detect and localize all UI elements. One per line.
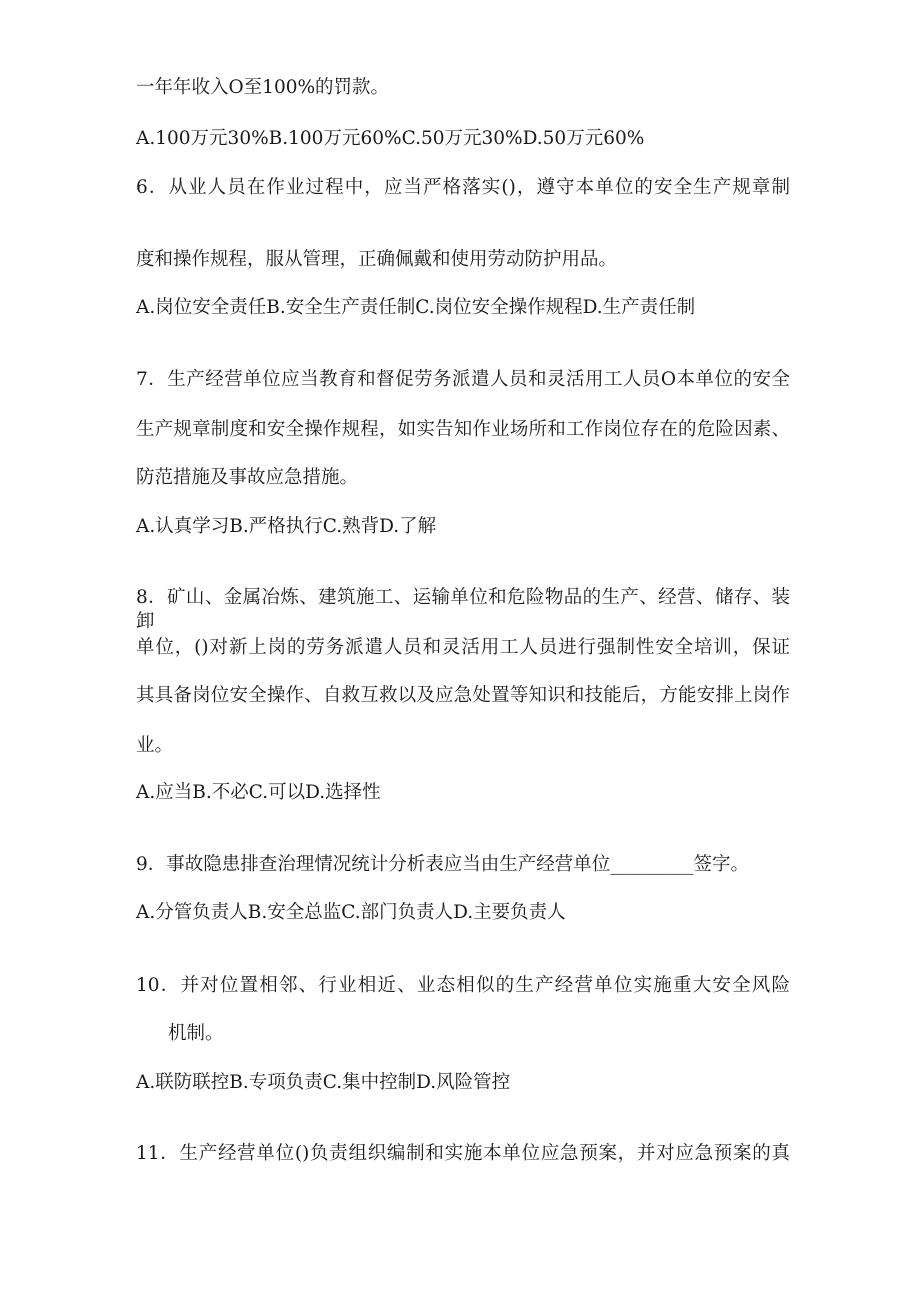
question-8-text: 8．矿山、金属冶炼、建筑施工、运输单位和危险物品的生产、经营、储存、装卸 xyxy=(136,587,790,632)
text-line: 一年年收入O至100%的罚款。 xyxy=(136,77,390,98)
question-8-options: A.应当B.不必C.可以D.选择性 xyxy=(136,782,381,803)
question-8-text: 业。 xyxy=(136,735,174,756)
question-10-options: A.联防联控B.专项负责C.集中控制D.风险管控 xyxy=(136,1072,511,1093)
question-10-text: 机制。 xyxy=(168,1023,224,1044)
question-6-text: 6．从业人员在作业过程中，应当严格落实()，遵守本单位的安全生产规章制 xyxy=(136,177,790,198)
question-7-text: 生产规章制度和安全操作规程，如实告知作业场所和工作岗位存在的危险因素、 xyxy=(136,419,790,440)
question-8-text: 其具备岗位安全操作、自救互救以及应急处置等知识和技能后，方能安排上岗作 xyxy=(136,685,790,706)
question-9-text: 9．事故隐患排查治理情况统计分析表应当由生产经营单位_________签字。 xyxy=(136,854,750,875)
question-11-text: 11．生产经营单位()负责组织编制和实施本单位应急预案，并对应急预案的真 xyxy=(136,1143,790,1164)
question-10-text: 10．并对位置相邻、行业相近、业态相似的生产经营单位实施重大安全风险 xyxy=(136,975,790,996)
question-7-text: 7．生产经营单位应当教育和督促劳务派遣人员和灵活用工人员O本单位的安全 xyxy=(136,369,790,390)
question-8-text: 单位，()对新上岗的劳务派遣人员和灵活用工人员进行强制性安全培训，保证 xyxy=(136,637,790,658)
question-7-options: A.认真学习B.严格执行C.熟背D.了解 xyxy=(136,516,437,537)
answer-options: A.100万元30%B.100万元60%C.50万元30%D.50万元60% xyxy=(136,128,645,149)
question-6-text: 度和操作规程，服从管理，正确佩戴和使用劳动防护用品。 xyxy=(136,249,618,270)
question-7-text: 防范措施及事故应急措施。 xyxy=(136,467,359,488)
question-9-options: A.分管负责人B.安全总监C.部门负责人D.主要负责人 xyxy=(136,902,566,923)
question-6-options: A.岗位安全责任B.安全生产责任制C.岗位安全操作规程D.生产责任制 xyxy=(136,297,696,318)
